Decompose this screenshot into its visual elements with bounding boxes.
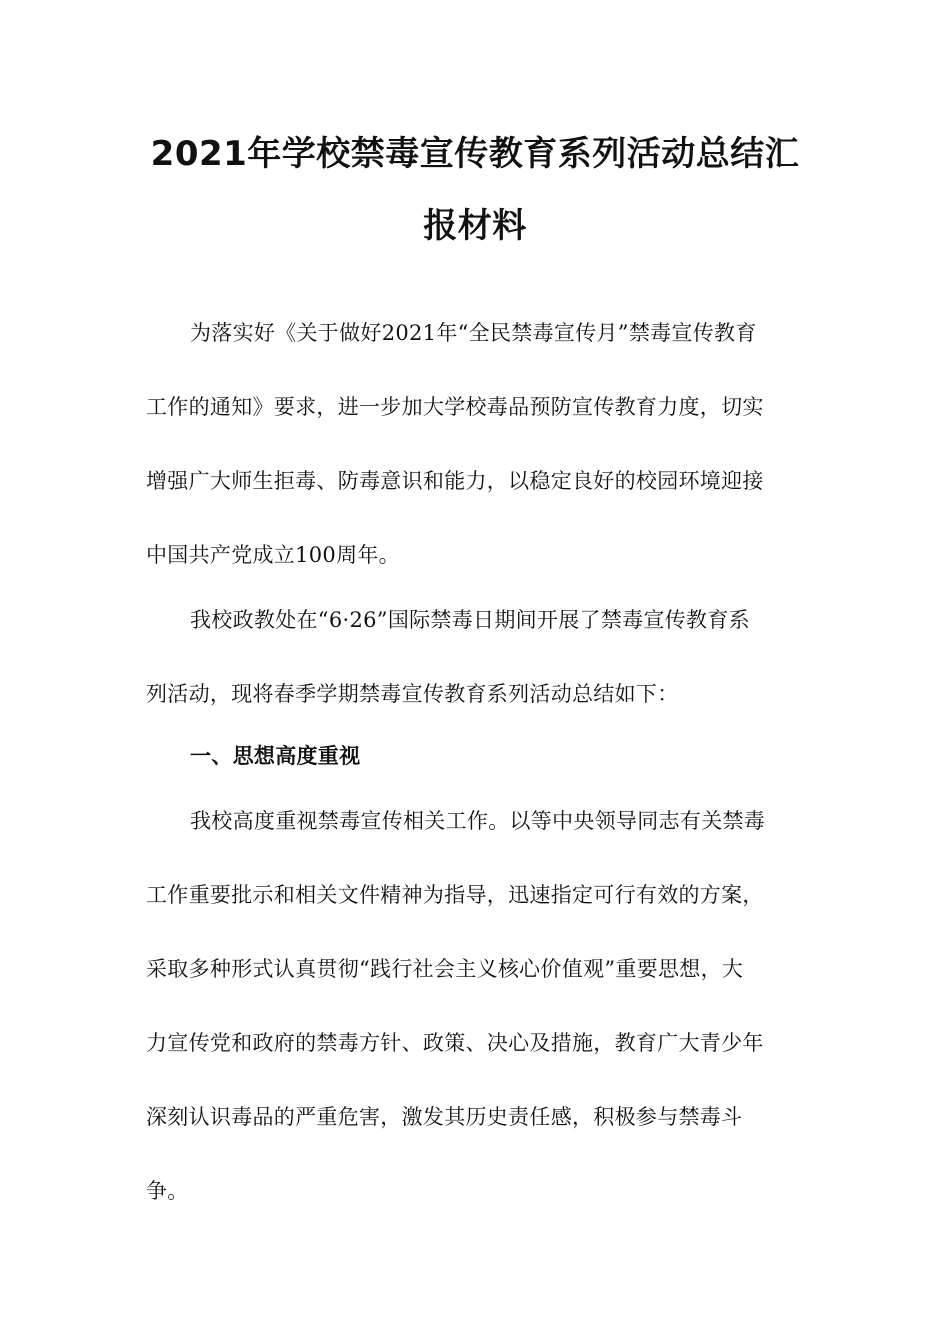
paragraph-2-line-1: 我校政教处在“6·26”国际禁毒日期间开展了禁毒宣传教育系: [190, 608, 750, 632]
paragraph-3-line-2: 工作重要批示和相关文件精神为指导，迅速指定可行有效的方案，: [146, 883, 764, 907]
paragraph-3-line-3: 采取多种形式认真贯彻“践行社会主义核心价值观”重要思想，大: [146, 957, 744, 981]
paragraph-2-line-2: 列活动，现将春季学期禁毒宣传教育系列活动总结如下：: [146, 682, 679, 706]
paragraph-1-line-4: 中国共产党成立100周年。: [146, 543, 400, 567]
paragraph-3-line-6: 争。: [146, 1179, 189, 1203]
section-1-heading: 一、思想高度重视: [190, 744, 361, 768]
paragraph-1-line-3: 增强广大师生拒毒、防毒意识和能力，以稳定良好的校园环境迎接: [146, 469, 764, 493]
paragraph-3-line-4: 力宣传党和政府的禁毒方针、政策、决心及措施，教育广大青少年: [146, 1031, 764, 1055]
paragraph-1-line-1: 为落实好《关于做好2021年“全民禁毒宣传月”禁毒宣传教育: [190, 321, 757, 345]
paragraph-3-line-5: 深刻认识毒品的严重危害，激发其历史责任感，积极参与禁毒斗: [146, 1105, 743, 1129]
document-title-line-1: 2021年学校禁毒宣传教育系列活动总结汇: [150, 134, 800, 174]
paragraph-1-line-2: 工作的通知》要求，进一步加大学校毒品预防宣传教育力度，切实: [146, 395, 764, 419]
paragraph-3-line-1: 我校高度重视禁毒宣传相关工作。以等中央领导同志有关禁毒: [190, 809, 766, 833]
document-title-line-2: 报材料: [423, 206, 527, 246]
